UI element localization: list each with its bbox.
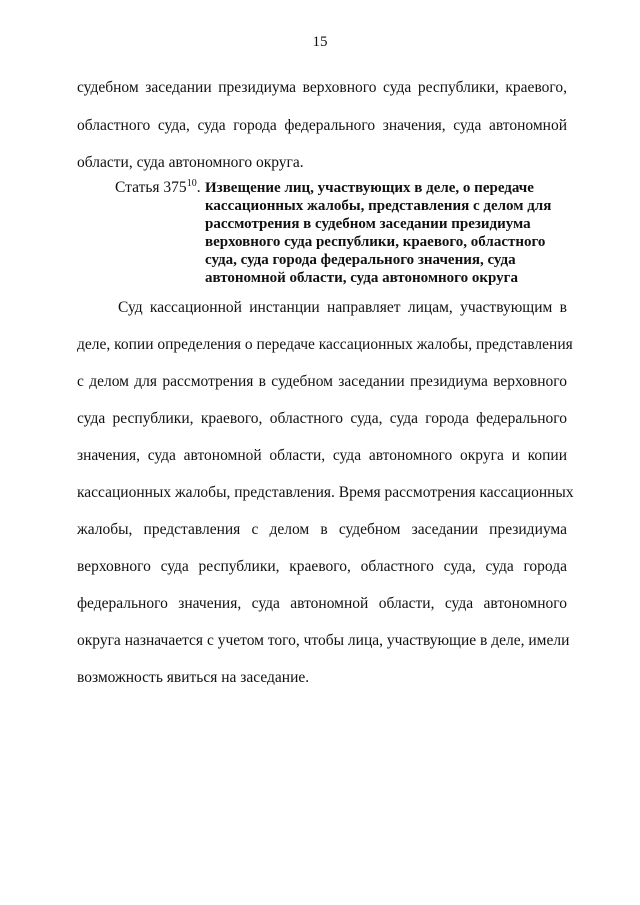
article-label-prefix: Статья 375	[115, 179, 187, 196]
article-label-suffix: .	[196, 179, 201, 196]
article-label-superscript: 10	[186, 178, 197, 189]
article-title-line-2: кассационных жалобы, представления с делом для	[205, 198, 552, 214]
article-title-line-3: рассмотрения в судебном заседании президиума	[205, 216, 531, 232]
body-line-7: жалобы, представления с делом в судебном заседании президиума	[77, 521, 567, 538]
body-line-1: Суд кассационной инстанции направляет лицам, участвующим в	[118, 299, 567, 316]
article-title-line-1: Извещение лиц, участвующих в деле, о передаче	[205, 180, 534, 196]
article-label	[115, 179, 201, 197]
body-line-9: федерального значения, суда автономной области, суда автономного	[77, 595, 567, 612]
body-line-5: значения, суда автономной области, суда автономного округа и копии	[77, 447, 567, 464]
article-title-line-5: суда, суда города федерального значения, суда	[205, 252, 516, 268]
body-line-8: верховного суда республики, краевого, областного суда, суда города	[77, 558, 567, 575]
intro-line-3: области, суда автономного округа.	[77, 154, 304, 171]
article-title-line-6: автономной области, суда автономного округа	[205, 270, 518, 286]
intro-line-2: областного суда, суда города федерального значения, суда автономной	[77, 117, 567, 134]
body-line-6: кассационных жалобы, представления. Время рассмотрения кассационных	[77, 484, 574, 501]
body-line-10: округа назначается с учетом того, чтобы лица, участвующие в деле, имели	[77, 632, 570, 649]
page-number: 15	[312, 34, 328, 50]
body-line-3: с делом для рассмотрения в судебном заседании президиума верховного	[77, 373, 567, 390]
body-line-2: деле, копии определения о передаче кассационных жалобы, представления	[77, 336, 573, 353]
body-line-11: возможность явиться на заседание.	[77, 669, 310, 686]
body-line-4: суда республики, краевого, областного суда, суда города федерального	[77, 410, 567, 427]
article-title	[205, 179, 565, 287]
intro-line-1: судебном заседании президиума верховного суда республики, краевого,	[77, 79, 567, 96]
article-title-line-4: верховного суда республики, краевого, областного	[205, 234, 546, 250]
